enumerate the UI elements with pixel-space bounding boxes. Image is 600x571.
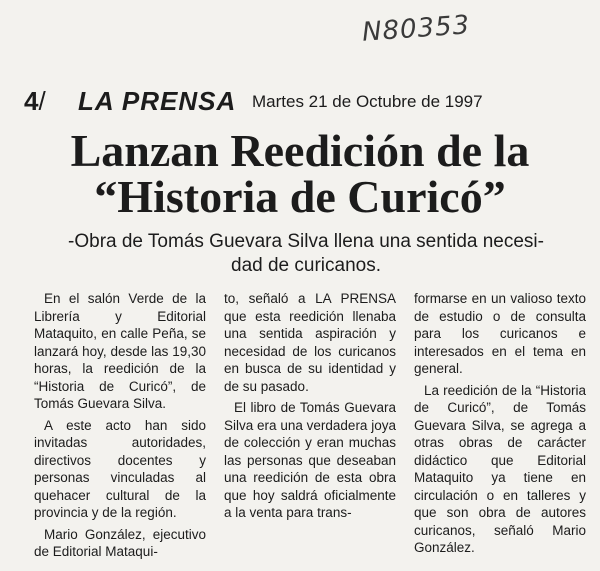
article-column-3 [414,290,586,565]
paragraph: formarse en un valioso texto de estudio o de consulta para los curicanos e interesados en el tema en general. [414,291,586,376]
headline-line-2: “Historia de Curicó” [94,171,506,222]
paragraph: La reedición de la “Historia de Curicó”, de Tomás Guevara Silva, se agrega a otras obras de carácter didáctico que Editorial Mataquito ya tiene en circulación o en talleres y que son obra de autores curicanos, señaló Mario González. [414,382,586,555]
masthead [24,86,584,116]
paragraph: Mario González, ejecutivo de Editorial Mataqui- [34,526,206,559]
handwritten-annotation: N80353 [361,10,472,48]
paragraph: to, señaló a LA PRENSA que esta reedición llenaba una sentida aspiración y necesidad de los curicanos en busca de su identidad y de su pasado. [224,291,396,394]
headline-line-1: Lanzan Reedición de la [70,125,530,176]
paragraph: A este acto han sido invitadas autoridades, directivos docentes y personas vinculadas al quehacer cultural de la provincia y de la región. [34,417,206,520]
page-number: 4/ [24,86,46,116]
article-body [34,290,586,565]
page-number-separator: / [38,86,46,116]
article-column-2 [224,290,396,565]
paragraph: El libro de Tomás Guevara Silva era una verdadera joya de colección y eran muchas las personas que deseaban una reedición de esta obra que hoy saldrá oficialmente a la venta para trans- [224,400,396,520]
article-column-1 [34,290,206,565]
newspaper-name: LA PRENSA [78,86,237,116]
subhead-line-1: -Obra de Tomás Guevara Silva llena una sentida necesi- [68,231,544,252]
article-subheadline [28,230,584,278]
issue-date: Martes 21 de Octubre de 1997 [252,92,483,111]
article-headline [20,125,580,222]
subhead-line-2: dad de curicanos. [231,255,381,276]
paragraph: En el salón Verde de la Librería y Editorial Mataquito, en calle Peña, se lanzará hoy, desde las 19,30 horas, la reedición de la “Historia de Curicó”, de Tomás Guevara Silva. [34,291,206,411]
